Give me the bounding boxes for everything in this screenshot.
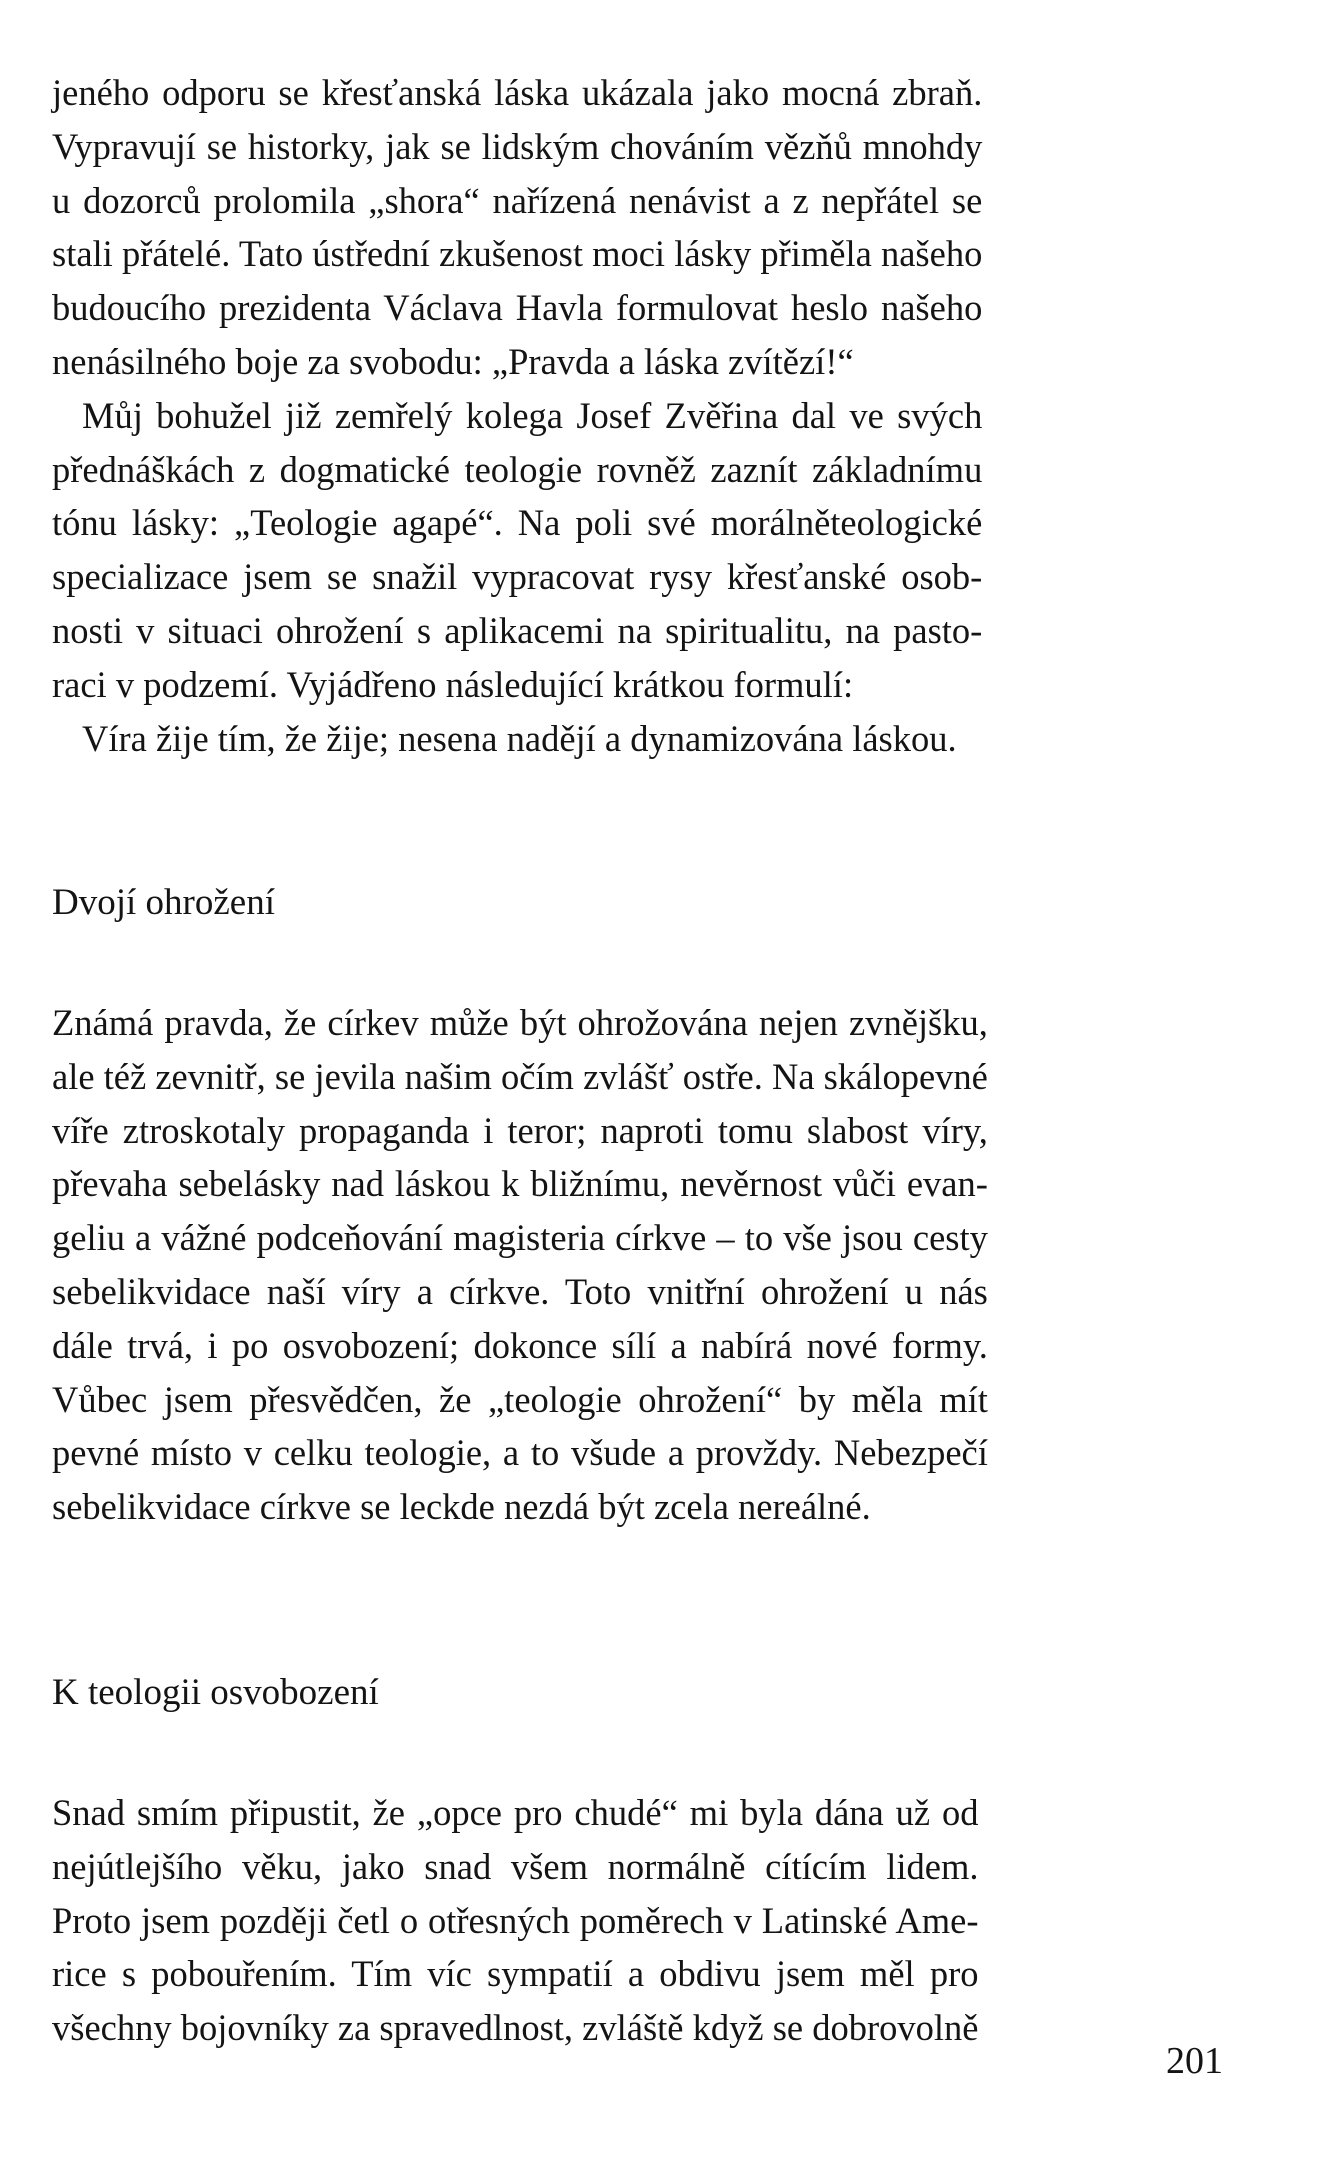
text-line: dále trvá, i po osvobození; dokonce sílí a nabírá nové formy. (52, 1324, 988, 1366)
section-heading-dvoji-ohrozeni: Dvojí ohrožení (52, 882, 275, 923)
text-line: u dozorců prolomila „shora“ nařízená nenávist a z nepřátel se (52, 179, 983, 221)
text-line: ale též zevnitř, se jevila našim očím zvlášť ostře. Na skálopevné (52, 1055, 988, 1097)
section-heading-teologie-osvobozeni: K teologii osvobození (52, 1672, 379, 1713)
paragraph-block-liberation (52, 1786, 978, 2055)
paragraph-block-love (52, 66, 982, 765)
text-line: stali přátelé. Tato ústřední zkušenost moci lásky přiměla našeho (52, 233, 983, 275)
text-line: raci v podzemí. Vyjádřeno následující krátkou formulí: (52, 663, 854, 705)
text-line: přednáškách z dogmatické teologie rovněž zaznít základnímu (52, 448, 983, 490)
text-line: tónu lásky: „Teologie agapé“. Na poli své morálněteologické (52, 502, 983, 544)
text-line: sebelikvidace naší víry a církve. Toto vnitřní ohrožení u nás (52, 1270, 988, 1312)
text-line: jeného odporu se křesťanská láska ukázala jako mocná zbraň. (52, 72, 983, 113)
text-line: Snad smím připustit, že „opce pro chudé“ mi byla dána už od (52, 1792, 979, 1833)
page-number: 201 (1166, 2040, 1223, 2082)
text-line: Můj bohužel již zemřelý kolega Josef Zvěřina dal ve svých (82, 394, 983, 436)
text-line: rice s pobouřením. Tím víc sympatií a obdivu jsem měl pro (52, 1953, 979, 1995)
text-line: geliu a vážné podceňování magisteria církve – to vše jsou cesty (52, 1217, 988, 1259)
text-line: Vypravují se historky, jak se lidským chováním vězňů mnohdy (52, 125, 983, 167)
text-line: Známá pravda, že církev může být ohrožována nejen zvnějšku, (52, 1002, 988, 1043)
text-line: nejútlejšího věku, jako snad všem normálně cítícím lidem. (52, 1845, 979, 1887)
motto-line: Víra žije tím, že žije; nesena nadějí a dynamizována láskou. (82, 717, 957, 759)
text-line: budoucího prezidenta Václava Havla formulovat heslo našeho (52, 287, 983, 329)
text-line: pevné místo v celku teologie, a to všude a provždy. Nebezpečí (52, 1432, 988, 1474)
text-line: víře ztroskotaly propaganda i teror; naproti tomu slabost víry, (52, 1109, 988, 1151)
text-line: nosti v situaci ohrožení s aplikacemi na spiritualitu, na pasto- (52, 609, 983, 651)
text-line: Proto jsem později četl o otřesných poměrech v Latinské Ame- (52, 1899, 979, 1941)
text-line: převaha sebelásky nad láskou k bližnímu, nevěrnost vůči evan- (52, 1163, 988, 1205)
text-line: Vůbec jsem přesvědčen, že „teologie ohrožení“ by měla mít (52, 1378, 988, 1420)
text-line: sebelikvidace církve se leckde nezdá být zcela nereálné. (52, 1486, 871, 1528)
text-line: nenásilného boje za svobodu: „Pravda a láska zvítězí!“ (52, 340, 854, 382)
text-line: všechny bojovníky za spravedlnost, zvláště když se dobrovolně (52, 2007, 979, 2049)
paragraph-block-threat (52, 996, 988, 1534)
text-line: specializace jsem se snažil vypracovat rysy křesťanské osob- (52, 556, 983, 598)
